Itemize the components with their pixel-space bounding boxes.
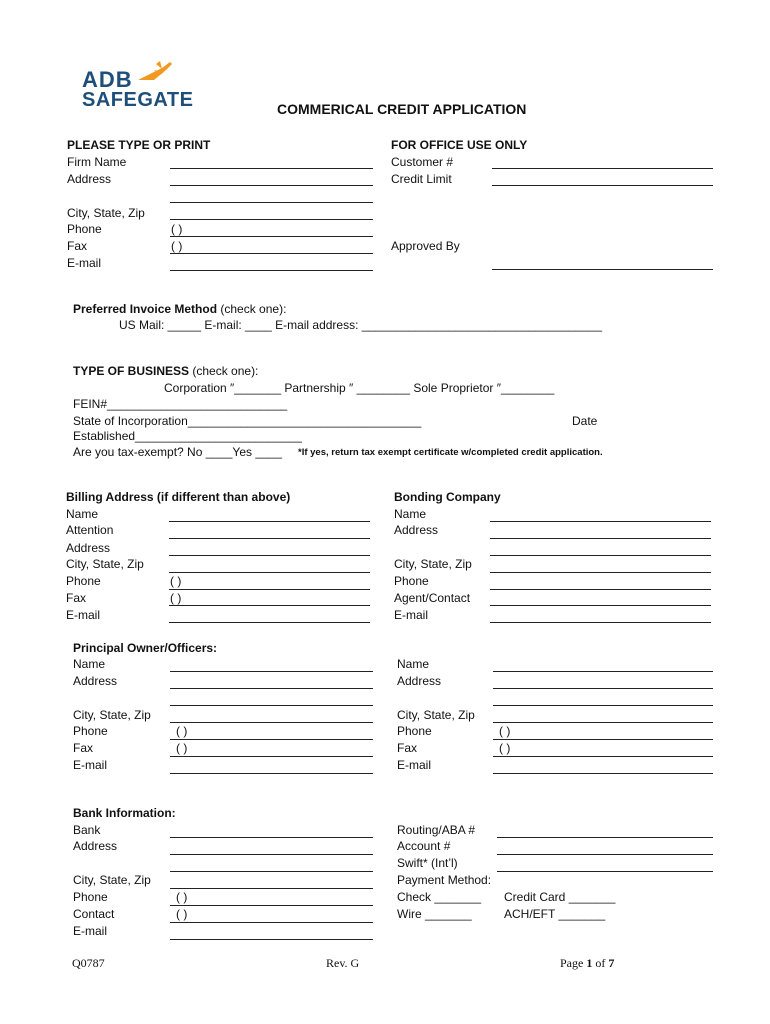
bank-email-field[interactable] [170,939,373,940]
bank-city-label: City, State, Zip [73,873,151,887]
bonding-email-field[interactable] [490,622,711,623]
bank-name-field[interactable] [170,837,373,838]
bank-contact-paren: ( ) [176,907,188,921]
payment-credit-card[interactable]: Credit Card _______ [504,890,616,904]
business-heading: TYPE OF BUSINESS [73,364,190,378]
routing-field[interactable] [497,837,713,838]
billing-phone-label: Phone [66,574,101,588]
principal2-name-label: Name [397,657,430,671]
billing-email-label: E-mail [66,608,101,622]
billing-fax-field[interactable] [169,605,370,606]
billing-name-field[interactable] [169,521,370,522]
bonding-phone-label: Phone [394,574,429,588]
billing-heading: Billing Address (if different than above) [66,490,291,504]
billing-city-field[interactable] [169,572,370,573]
invoice-note: (check one): [217,302,287,316]
firm-name-label: Firm Name [67,155,127,169]
principal2-phone-label: Phone [397,724,432,738]
principal1-name-label: Name [73,657,106,671]
page-title: COMMERICAL CREDIT APPLICATION [277,101,527,117]
logo-text-safegate: SAFEGATE [82,89,194,111]
billing-city-label: City, State, Zip [66,557,144,571]
bonding-heading: Bonding Company [394,490,501,504]
bank-name-label: Bank [73,823,101,837]
swift-label: Swift* (Int’l) [397,856,458,870]
principal2-phone-field[interactable] [493,739,713,740]
bank-heading: Bank Information: [73,806,176,820]
address-label: Address [67,172,112,186]
principal-heading: Principal Owner/Officers: [73,641,218,655]
principal1-phone-field[interactable] [170,739,373,740]
city-label: City, State, Zip [67,206,145,220]
bonding-city-field[interactable] [490,572,711,573]
principal2-city-label: City, State, Zip [397,708,475,722]
address-field[interactable] [170,185,373,186]
billing-attention-label: Attention [66,523,114,537]
tax-exempt-question[interactable]: Are you tax-exempt? No ____Yes ____ [73,445,283,459]
firm-name-field[interactable] [170,168,373,169]
principal1-address-field-2[interactable] [170,705,373,706]
phone-label: Phone [67,222,102,236]
billing-address-label: Address [66,541,111,555]
principal2-email-label: E-mail [397,758,432,772]
credit-limit-label: Credit Limit [391,172,452,186]
fein-field[interactable]: FEIN#___________________________ [73,397,288,411]
customer-label: Customer # [391,155,454,169]
city-field[interactable] [170,219,373,220]
bonding-name-label: Name [394,507,427,521]
account-field[interactable] [497,854,713,855]
bonding-address-field-2[interactable] [490,555,711,556]
principal1-address-label: Address [73,674,118,688]
bank-city-field[interactable] [170,888,373,889]
bonding-name-field[interactable] [490,521,711,522]
principal2-city-field[interactable] [493,722,713,723]
principal1-city-field[interactable] [170,722,373,723]
phone-paren: ( ) [171,222,183,236]
principal1-fax-label: Fax [73,741,94,755]
principal2-fax-field[interactable] [493,756,713,757]
routing-label: Routing/ABA # [397,823,476,837]
bonding-agent-label: Agent/Contact [394,591,471,605]
principal2-phone-paren: ( ) [499,724,511,738]
principal2-address-label: Address [397,674,442,688]
email-field[interactable] [170,270,373,271]
address-field-2[interactable] [170,202,373,203]
tax-exempt-note: *If yes, return tax exempt certificate w/completed credit application. [298,447,603,458]
bank-phone-label: Phone [73,890,108,904]
principal1-email-label: E-mail [73,758,108,772]
principal1-name-field[interactable] [170,671,373,672]
bank-address-field[interactable] [170,854,373,855]
principal1-fax-field[interactable] [170,756,373,757]
office-heading: FOR OFFICE USE ONLY [391,138,528,152]
bank-address-field-2[interactable] [170,871,373,872]
swift-field[interactable] [497,871,713,872]
approved-label: Approved By [391,239,460,253]
fax-label: Fax [67,239,88,253]
billing-address-field[interactable] [169,555,370,556]
revision: Rev. G [326,956,360,970]
bank-phone-field[interactable] [170,905,373,906]
form-code: Q0787 [72,956,105,970]
billing-name-label: Name [66,507,99,521]
page-current: 1 [586,956,593,970]
fax-paren: ( ) [171,239,183,253]
principal2-address-field-2[interactable] [493,705,713,706]
payment-ach[interactable]: ACH/EFT _______ [504,907,606,921]
principal1-fax-paren: ( ) [176,741,188,755]
page-prefix: Page [560,956,587,970]
bank-address-label: Address [73,839,118,853]
business-type [73,364,258,378]
email-label: E-mail [67,256,102,270]
date-label: Date [572,414,598,428]
billing-fax-paren: ( ) [170,591,182,605]
business-note: (check one): [189,364,259,378]
principal1-email-field[interactable] [170,773,373,774]
page-total: 7 [608,956,615,970]
logo-text-adb: ADB [82,67,133,92]
approved-field[interactable] [492,269,713,270]
principal1-city-label: City, State, Zip [73,708,151,722]
bonding-email-label: E-mail [394,608,429,622]
business-types[interactable]: Corporation ″_______ Partnership ″ ________ Sole Proprietor ″________ [164,381,555,395]
page-mid: of [592,956,609,970]
bank-email-label: E-mail [73,924,108,938]
billing-attention-field[interactable] [169,538,370,539]
applicant-heading: PLEASE TYPE OR PRINT [67,138,211,152]
principal2-address-field[interactable] [493,688,713,689]
principal2-fax-paren: ( ) [499,741,511,755]
account-label: Account # [397,839,451,853]
bank-phone-paren: ( ) [176,890,188,904]
customer-field[interactable] [492,168,713,169]
payment-check[interactable]: Check _______ [397,890,482,904]
bonding-address-field[interactable] [490,538,711,539]
established-field[interactable]: Established_________________________ [73,429,302,443]
invoice-heading: Preferred Invoice Method [73,302,218,316]
payment-method-label: Payment Method: [397,873,492,887]
billing-email-field[interactable] [169,622,370,623]
phone-field[interactable] [170,236,373,237]
bonding-phone-field[interactable] [490,589,711,590]
principal2-email-field[interactable] [493,773,713,774]
bonding-address-label: Address [394,523,439,537]
principal1-phone-label: Phone [73,724,108,738]
state-incorporation-field[interactable]: State of Incorporation___________________________________ [73,414,422,428]
billing-phone-paren: ( ) [170,574,182,588]
bank-contact-field[interactable] [170,922,373,923]
principal1-phone-paren: ( ) [176,724,188,738]
invoice-options[interactable]: US Mail: _____ E-mail: ____ E-mail address: ____________________________________ [119,318,603,332]
page-number [560,956,614,971]
fax-field[interactable] [170,253,373,254]
bank-contact-label: Contact [73,907,115,921]
principal1-address-field[interactable] [170,688,373,689]
principal2-name-field[interactable] [493,671,713,672]
bonding-agent-field[interactable] [490,605,711,606]
billing-fax-label: Fax [66,591,87,605]
plane-icon [136,58,176,84]
principal2-fax-label: Fax [397,741,418,755]
credit-limit-field[interactable] [492,185,713,186]
bonding-city-label: City, State, Zip [394,557,472,571]
invoice-method [73,302,286,316]
billing-phone-field[interactable] [169,589,370,590]
payment-wire[interactable]: Wire _______ [397,907,472,921]
